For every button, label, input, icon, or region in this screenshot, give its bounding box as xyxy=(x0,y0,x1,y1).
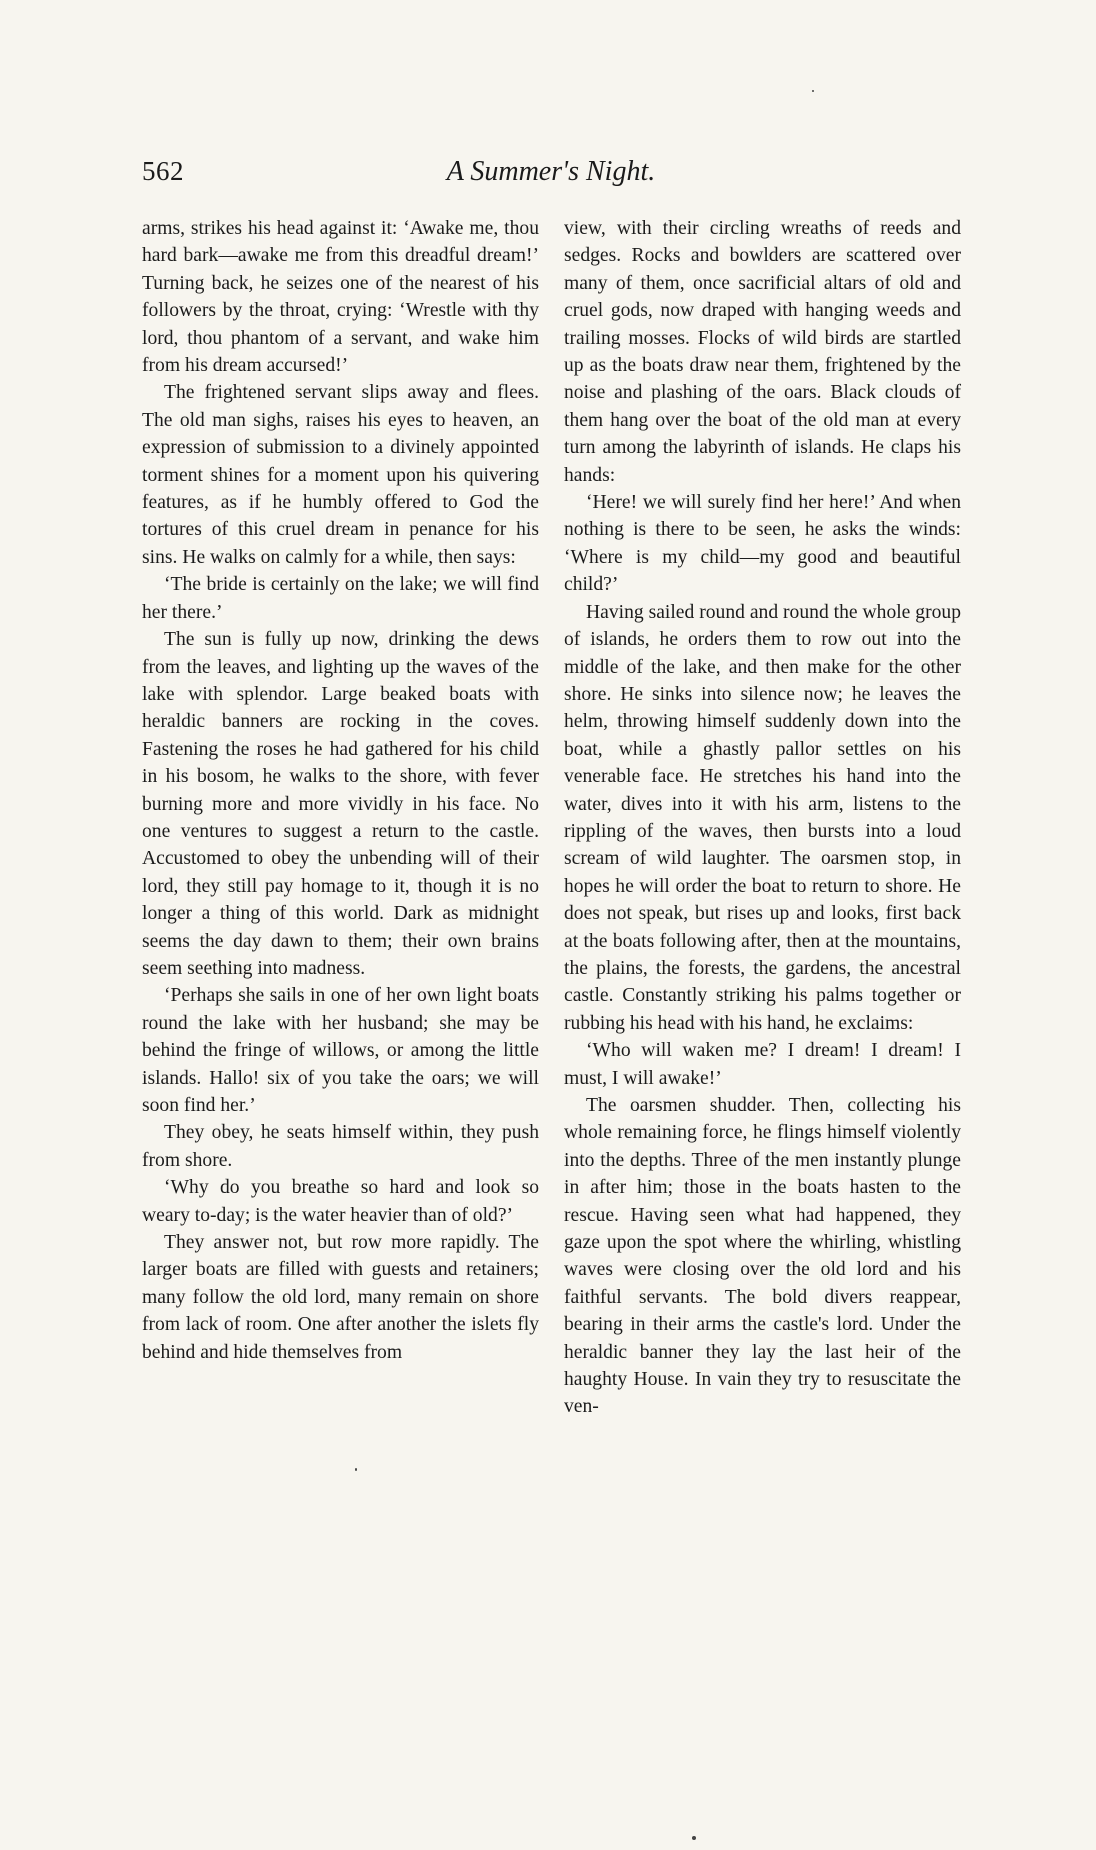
page-header xyxy=(142,156,960,196)
paragraph: ‘Perhaps she sails in one of her own light boats round the lake with her husband; she may be behind the fringe of willows, or among the little islands. Hallo! six of you take the oars; we will soon find her.’ xyxy=(142,985,539,1116)
paper-speck xyxy=(812,90,814,92)
paragraph: arms, strikes his head against it: ‘Awake me, thou hard bark—awake me from this dreadful dream!’ Turning back, he seizes one of the nearest of his followers by the throat, crying: ‘Wrestle with thy lord, thou phantom of a servant, and wake him from his dream accursed!’ xyxy=(142,218,539,377)
paper-speck xyxy=(355,1468,357,1471)
paragraph: They answer not, but row more rapidly. The larger boats are filled with guests and retainers; many follow the old lord, many remain on shore from lack of room. One after another the islets fly behind and hide themselves from xyxy=(142,1232,539,1363)
paragraph: ‘The bride is certainly on the lake; we will find her there.’ xyxy=(142,574,539,623)
paragraph: view, with their circling wreaths of reeds and sedges. Rocks and bowlders are scattered over many of them, once sacrificial altars of old and cruel gods, now draped with hanging weeds and trailing mosses. Flocks of wild birds are startled up as the boats draw near them, frightened by the noise and plashing of the oars. Black clouds of them hang over the boat of the old man at every turn among the labyrinth of islands. He claps his hands: xyxy=(564,218,961,486)
right-text-column xyxy=(564,215,961,1421)
paragraph: ‘Here! we will surely find her here!’ And when nothing is there to be seen, he asks the winds: ‘Where is my child—my good and beautiful child?’ xyxy=(564,492,961,596)
paragraph: The frightened servant slips away and flees. The old man sighs, raises his eyes to heaven, an expression of submission to a divinely appointed torment shines for a moment upon his quivering features, as if he humbly offered to God the tortures of this cruel dream in penance for his sins. He walks on calmly for a while, then says: xyxy=(142,382,539,568)
paragraph: ‘Why do you breathe so hard and look so weary to-day; is the water heavier than of old?’ xyxy=(142,1177,539,1226)
paragraph: The oarsmen shudder. Then, collecting his whole remaining force, he flings himself violently into the depths. Three of the men instantly plunge in after him; those in the boats hasten to the rescue. Having seen what had happened, they gaze upon the spot where the whirling, whistling waves were closing over the old lord and his faithful servants. The bold divers reappear, bearing in their arms the castle's lord. Under the heraldic banner they lay the last heir of the haughty House. In vain they try to resuscitate the ven- xyxy=(564,1095,961,1418)
paper-speck xyxy=(692,1836,696,1840)
running-title: A Summer's Night. xyxy=(446,156,656,187)
left-text-column xyxy=(142,215,539,1366)
paragraph: The sun is fully up now, drinking the dews from the leaves, and lighting up the waves of the lake with splendor. Large beaked boats with heraldic banners are rocking in the coves. Fastening the roses he had gathered for his child in his bosom, he walks to the shore, with fever burning more and more vividly in his face. No one ventures to suggest a return to the castle. Accustomed to obey the unbending will of their lord, they still pay homage to it, though it is no longer a thing of this world. Dark as midnight seems the day dawn to them; their own brains seem seething into madness. xyxy=(142,629,539,979)
page-number: 562 xyxy=(142,156,184,186)
paragraph: They obey, he seats himself within, they push from shore. xyxy=(142,1122,539,1171)
paragraph: ‘Who will waken me? I dream! I dream! I must, I will awake!’ xyxy=(564,1040,961,1089)
paragraph: Having sailed round and round the whole group of islands, he orders them to row out into the middle of the lake, and then make for the other shore. He sinks into silence now; he leaves the helm, throwing himself suddenly down into the boat, while a ghastly pallor settles on his venerable face. He stretches his hand into the water, dives into it with his arm, listens to the rippling of the waves, then bursts into a loud scream of wild laughter. The oarsmen stop, in hopes he will order the boat to return to shore. He does not speak, but rises up and looks, first back at the boats following after, then at the mountains, the plains, the forests, the gardens, the ancestral castle. Constantly striking his palms together or rubbing his head with his hand, he exclaims: xyxy=(564,601,961,1034)
